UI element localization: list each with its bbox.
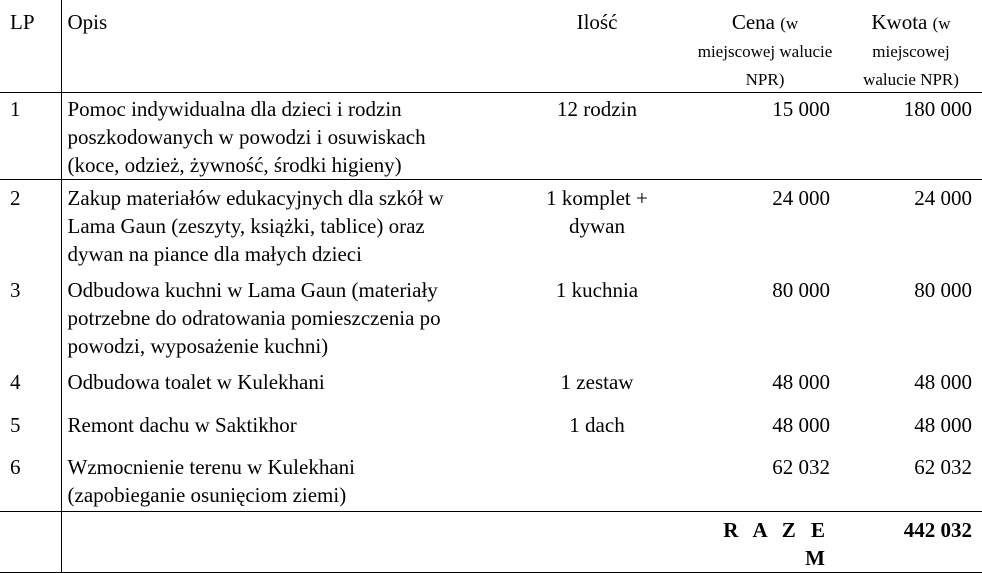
cell-opis-line: potrzebne do odratowania pomieszczenia po [67,306,441,330]
total-row [0,512,982,573]
table-row [0,272,982,364]
cell-cena: 48 000 [772,413,830,437]
table-row [0,449,982,512]
cell-opis [61,407,504,449]
header-kwota [840,0,982,93]
cell-cena: 24 000 [772,186,830,210]
cell-opis-line: Wzmocnienie terenu w Kulekhani [67,455,355,479]
header-kwota-sub-2: miejscowej [872,42,950,61]
cell-cena: 80 000 [772,278,830,302]
table-row [0,180,982,273]
total-label-text: R A Z E M [723,518,830,570]
cell-opis-line: (zapobieganie osunięciom ziemi) [67,483,347,507]
header-cena-sub-2: miejscowej walucie [697,42,833,61]
table-row [0,93,982,180]
cell-opis [61,272,504,364]
cell-ilosc [504,272,690,364]
cell-kwota: 48 000 [914,413,972,437]
cell-opis-line: poszkodowanych w powodzi i osuwiskach [67,125,426,149]
cell-cena: 62 032 [772,455,830,479]
cell-opis-line: Pomoc indywidualna dla dzieci i rodzin [67,97,402,121]
cell-lp: 5 [0,407,61,449]
cell-ilosc [504,407,690,449]
cell-kwota: 24 000 [914,186,972,210]
header-kwota-main: Kwota [871,10,928,34]
cell-ilosc-line: 1 kuchnia [555,278,639,302]
total-empty-ilosc [504,512,690,573]
cell-lp: 6 [0,449,61,512]
header-kwota-sub-3: walucie NPR) [863,70,959,89]
cell-opis [61,93,504,180]
cell-lp: 4 [0,364,61,407]
cell-lp: 2 [0,180,61,273]
cell-ilosc-line: 1 komplet + [546,186,648,210]
cell-opis-line: powodzi, wyposażenie kuchni) [67,334,329,358]
cell-kwota: 62 032 [914,455,972,479]
cell-cena: 48 000 [772,370,830,394]
cell-opis-line: Zakup materiałów edukacyjnych dla szkół w [67,186,444,210]
header-row [0,0,982,93]
cell-kwota: 48 000 [914,370,972,394]
header-cena-sub-3: NPR) [745,70,785,89]
cell-opis [61,180,504,273]
cell-ilosc [504,449,690,512]
cell-ilosc-line: 1 zestaw [560,370,634,394]
cell-opis-line: Odbudowa toalet w Kulekhani [67,370,325,394]
table-row [0,407,982,449]
total-empty-opis [61,512,504,573]
total-value: 442 032 [840,512,982,573]
header-cena-main: Cena [731,10,775,34]
header-cena [690,0,840,93]
header-lp: LP [0,0,61,93]
cell-ilosc-line: 12 rodzin [557,97,637,121]
header-kwota-sub-1: (w [932,14,951,33]
cell-ilosc [504,93,690,180]
cell-opis-line: dywan na piance dla małych dzieci [67,242,362,266]
cell-opis-line: (koce, odzież, żywność, środki higieny) [67,153,402,177]
cell-kwota: 80 000 [914,278,972,302]
cell-opis-line: Lama Gaun (zeszyty, książki, tablice) oraz [67,214,425,238]
cell-kwota: 180 000 [840,93,982,180]
cell-opis [61,364,504,407]
cell-lp: 1 [0,93,61,180]
total-empty-lp [0,512,61,573]
cell-lp: 3 [0,272,61,364]
cell-ilosc-line: dywan [569,214,625,238]
cell-ilosc [504,364,690,407]
cell-opis-line: Remont dachu w Saktikhor [67,413,297,437]
header-opis: Opis [61,0,504,93]
cell-opis [61,449,504,512]
cell-opis-line: Odbudowa kuchni w Lama Gaun (materiały [67,278,438,302]
header-cena-sub-1: (w [780,14,799,33]
cell-ilosc [504,180,690,273]
header-ilosc: Ilość [504,0,690,93]
table-row [0,364,982,407]
cell-cena: 15 000 [690,93,840,180]
total-label [690,512,840,573]
cell-ilosc-line: 1 dach [569,413,625,437]
